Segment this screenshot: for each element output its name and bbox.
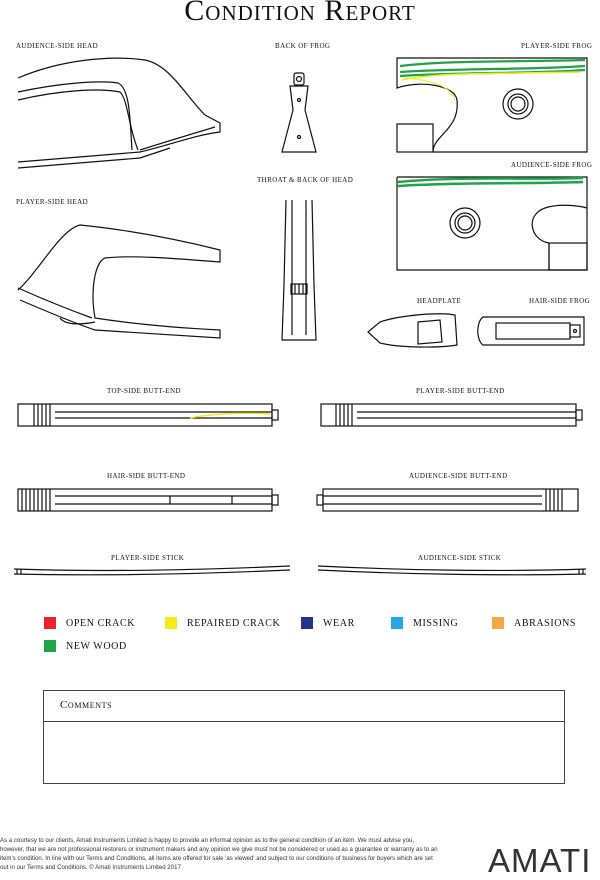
label-hair-side-frog: HAIR-SIDE FROG — [529, 297, 591, 305]
label-audience-side-head: AUDIENCE-SIDE HEAD — [16, 42, 99, 50]
player-side-head-drawing — [18, 225, 220, 338]
legend-label-open-crack: OPEN CRACK — [66, 618, 136, 629]
comments-header — [44, 691, 564, 722]
player-side-frog-drawing — [397, 58, 587, 152]
audience-side-stick-drawing — [318, 566, 586, 575]
hair-side-frog-drawing — [478, 317, 584, 345]
label-headplate: HEADPLATE — [417, 297, 462, 305]
throat-back-of-head-drawing — [282, 200, 316, 340]
audience-side-head-drawing — [18, 58, 220, 168]
amati-logo: AMATI — [488, 842, 592, 879]
legend-label-missing: MISSING — [413, 618, 459, 629]
legend-label-abrasions: ABRASIONS — [514, 618, 577, 629]
legend-swatch-wear — [301, 617, 313, 629]
label-audience-side-stick: AUDIENCE-SIDE STICK — [418, 554, 502, 562]
label-player-side-stick: PLAYER-SIDE STICK — [111, 554, 185, 562]
legend-swatch-new-wood — [44, 640, 56, 652]
legend-label-wear: WEAR — [323, 618, 355, 629]
comments-body[interactable] — [44, 722, 564, 734]
label-player-side-frog: PLAYER-SIDE FROG — [521, 42, 593, 50]
label-player-side-butt-end: PLAYER-SIDE BUTT-END — [416, 387, 505, 395]
legend-label-repaired-crack: REPAIRED CRACK — [187, 618, 281, 629]
label-audience-side-frog: AUDIENCE-SIDE FROG — [511, 161, 593, 169]
legend-swatch-repaired-crack — [165, 617, 177, 629]
comments-box[interactable] — [43, 690, 565, 784]
label-audience-side-butt-end: AUDIENCE-SIDE BUTT-END — [409, 472, 508, 480]
headplate-drawing — [368, 314, 457, 347]
player-side-butt-end-drawing — [321, 404, 582, 426]
label-player-side-head: PLAYER-SIDE HEAD — [16, 198, 89, 206]
player-side-stick-drawing — [14, 566, 290, 575]
hair-side-butt-end-drawing — [18, 489, 278, 511]
label-back-of-frog: BACK OF FROG — [275, 42, 331, 50]
audience-side-frog-drawing — [397, 177, 587, 270]
legend-label-new-wood: NEW WOOD — [66, 641, 127, 652]
legend-swatch-abrasions — [492, 617, 504, 629]
label-top-side-butt-end: TOP-SIDE BUTT-END — [107, 387, 181, 395]
label-throat-back-of-head: THROAT & BACK OF HEAD — [257, 176, 354, 184]
legend-swatch-missing — [391, 617, 403, 629]
top-side-butt-end-drawing — [18, 404, 278, 426]
comments-heading: Comments — [60, 699, 113, 711]
label-hair-side-butt-end: HAIR-SIDE BUTT-END — [107, 472, 186, 480]
disclaimer-text: As a courtesy to our clients, Amati Instruments Limited is happy to provide an informal opinion as to the general condition of an item. We must advise you, however, that we are not professional restorers or instrument makers and any opinion we give must not be considered or used as a guarantee or warranty as to an item's condition. In line with our Terms and Conditions, all items are offered for sale 'as viewed' and subject to our conditions of business for buyers which are set out in our Terms and Conditions. © Amati Instruments Limited 2017 — [0, 837, 438, 871]
page-title: Condition Report — [184, 0, 416, 27]
back-of-frog-drawing — [282, 73, 316, 152]
legend-swatch-open-crack — [44, 617, 56, 629]
audience-side-butt-end-drawing — [317, 489, 578, 511]
